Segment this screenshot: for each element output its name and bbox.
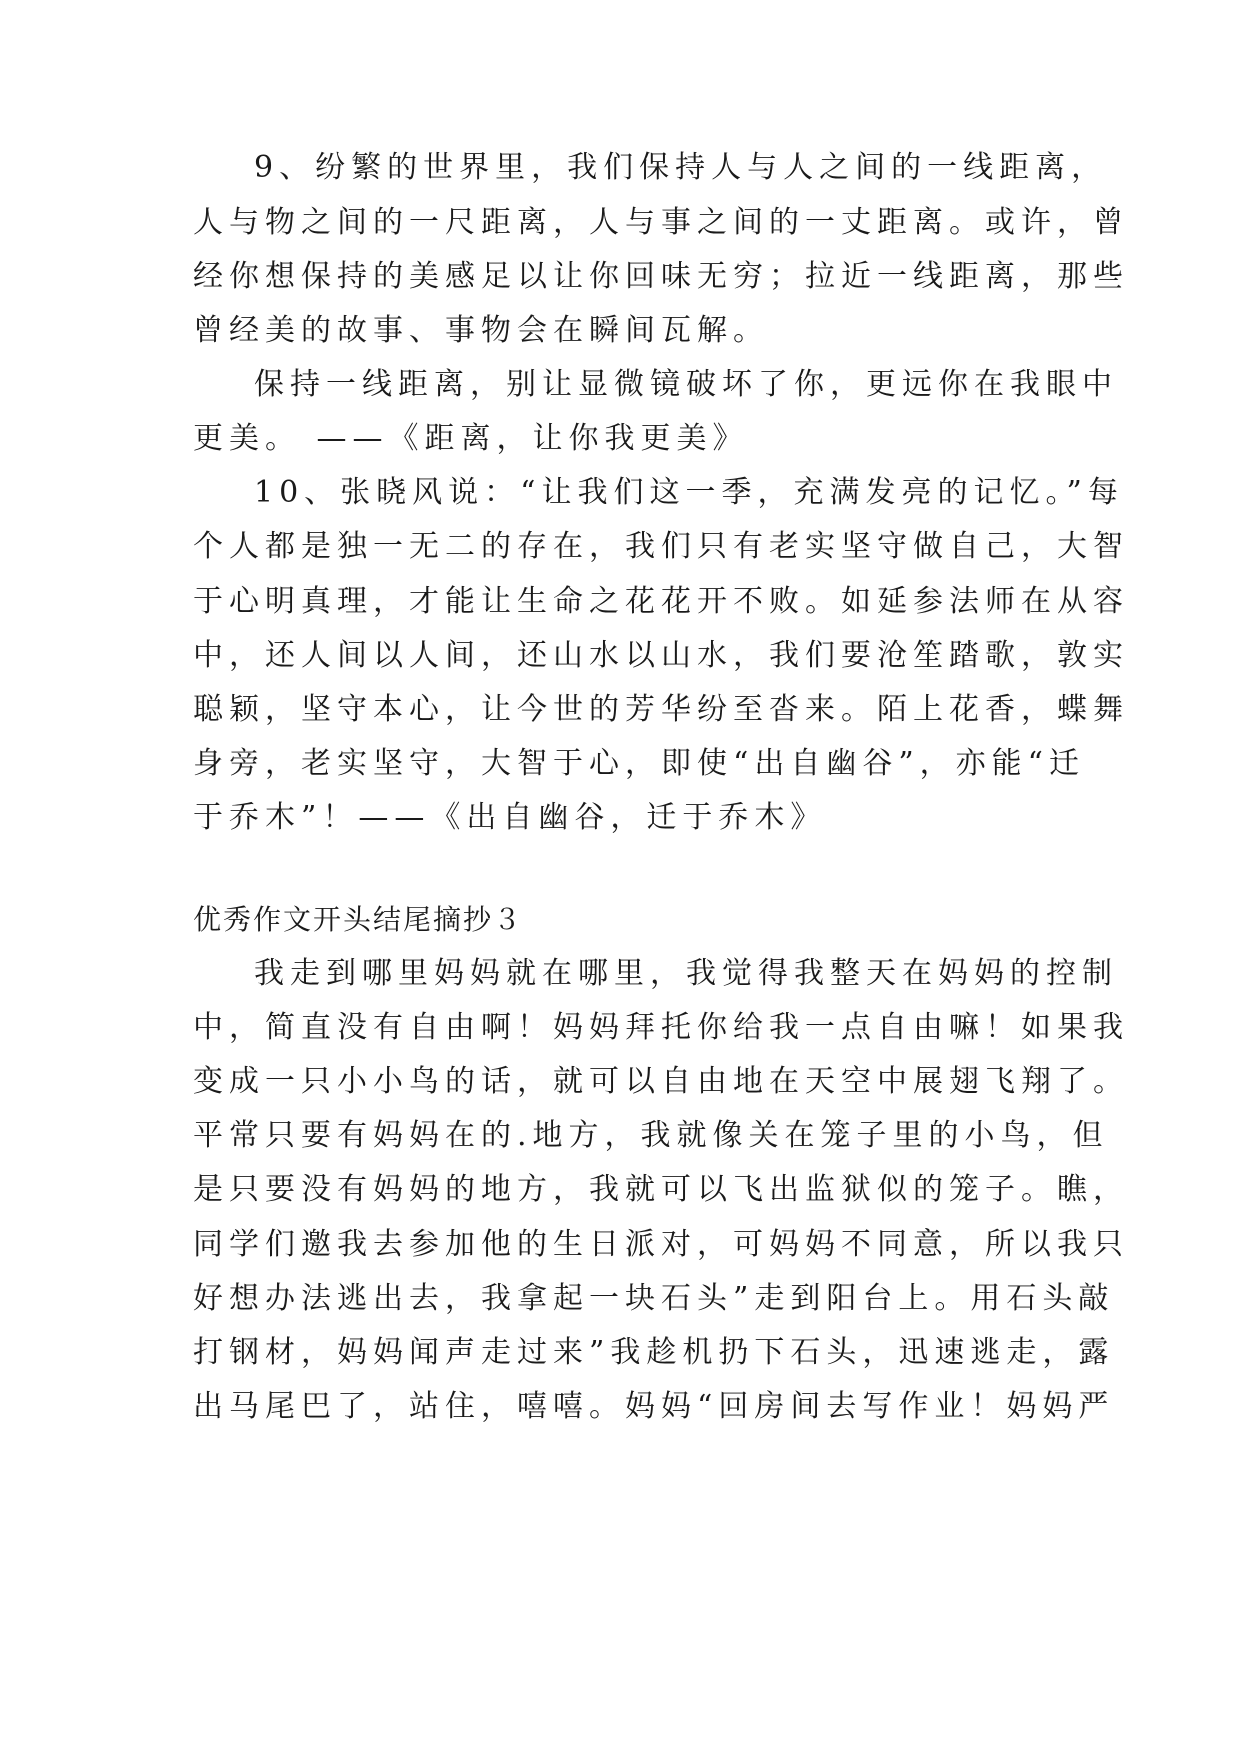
- paragraph-line: 个人都是独一无二的存在，我们只有老实坚守做自己，大智: [193, 529, 1129, 564]
- paragraph-line: 10、张晓风说：“让我们这一季，充满发亮的记忆。”每: [254, 475, 1124, 510]
- paragraph-line: 人与物之间的一尺距离，人与事之间的一丈距离。或许，曾: [193, 205, 1129, 240]
- paragraph-line: 聪颖，坚守本心，让今世的芳华纷至沓来。陌上花香，蝶舞: [193, 692, 1129, 727]
- paragraph-line: 平常只要有妈妈在的.地方，我就像关在笼子里的小鸟，但: [193, 1118, 1109, 1153]
- paragraph-line: 是只要没有妈妈的地方，我就可以飞出监狱似的笼子。瞧，: [193, 1172, 1129, 1207]
- paragraph-line: 于乔木”！——《出自幽谷，迁于乔木》: [193, 800, 827, 835]
- paragraph-line: 出马尾巴了，站住，嘻嘻。妈妈“回房间去写作业！妈妈严: [193, 1389, 1115, 1424]
- paragraph-line: 曾经美的故事、事物会在瞬间瓦解。: [193, 313, 769, 348]
- paragraph-line: 中，简直没有自由啊！妈妈拜托你给我一点自由嘛！如果我: [193, 1010, 1129, 1045]
- section-heading: 优秀作文开头结尾摘抄３: [193, 903, 524, 936]
- paragraph-line: 我走到哪里妈妈就在哪里，我觉得我整天在妈妈的控制: [254, 956, 1118, 991]
- paragraph-line: 中，还人间以人间，还山水以山水，我们要沧笙踏歌，敦实: [193, 638, 1129, 673]
- paragraph-line: 同学们邀我去参加他的生日派对，可妈妈不同意，所以我只: [193, 1227, 1129, 1262]
- paragraph-line: 更美。 ——《距离，让你我更美》: [193, 421, 749, 456]
- paragraph-line: 变成一只小小鸟的话，就可以自由地在天空中展翅飞翔了。: [193, 1064, 1129, 1099]
- paragraph-line: 经你想保持的美感足以让你回味无穷；拉近一线距离，那些: [193, 259, 1129, 294]
- paragraph-line: 好想办法逃出去，我拿起一块石头”走到阳台上。用石头敲: [193, 1281, 1115, 1316]
- paragraph-line: 身旁，老实坚守，大智于心，即使“出自幽谷”，亦能“迁: [193, 746, 1086, 781]
- paragraph-line: 9、纷繁的世界里，我们保持人与人之间的一线距离，: [254, 150, 1108, 185]
- paragraph-line: 保持一线距离，别让显微镜破坏了你，更远你在我眼中: [254, 367, 1118, 402]
- paragraph-line: 打钢材，妈妈闻声走过来”我趁机扔下石头，迅速逃走，露: [193, 1335, 1115, 1370]
- paragraph-line: 于心明真理，才能让生命之花花开不败。如延参法师在从容: [193, 584, 1129, 619]
